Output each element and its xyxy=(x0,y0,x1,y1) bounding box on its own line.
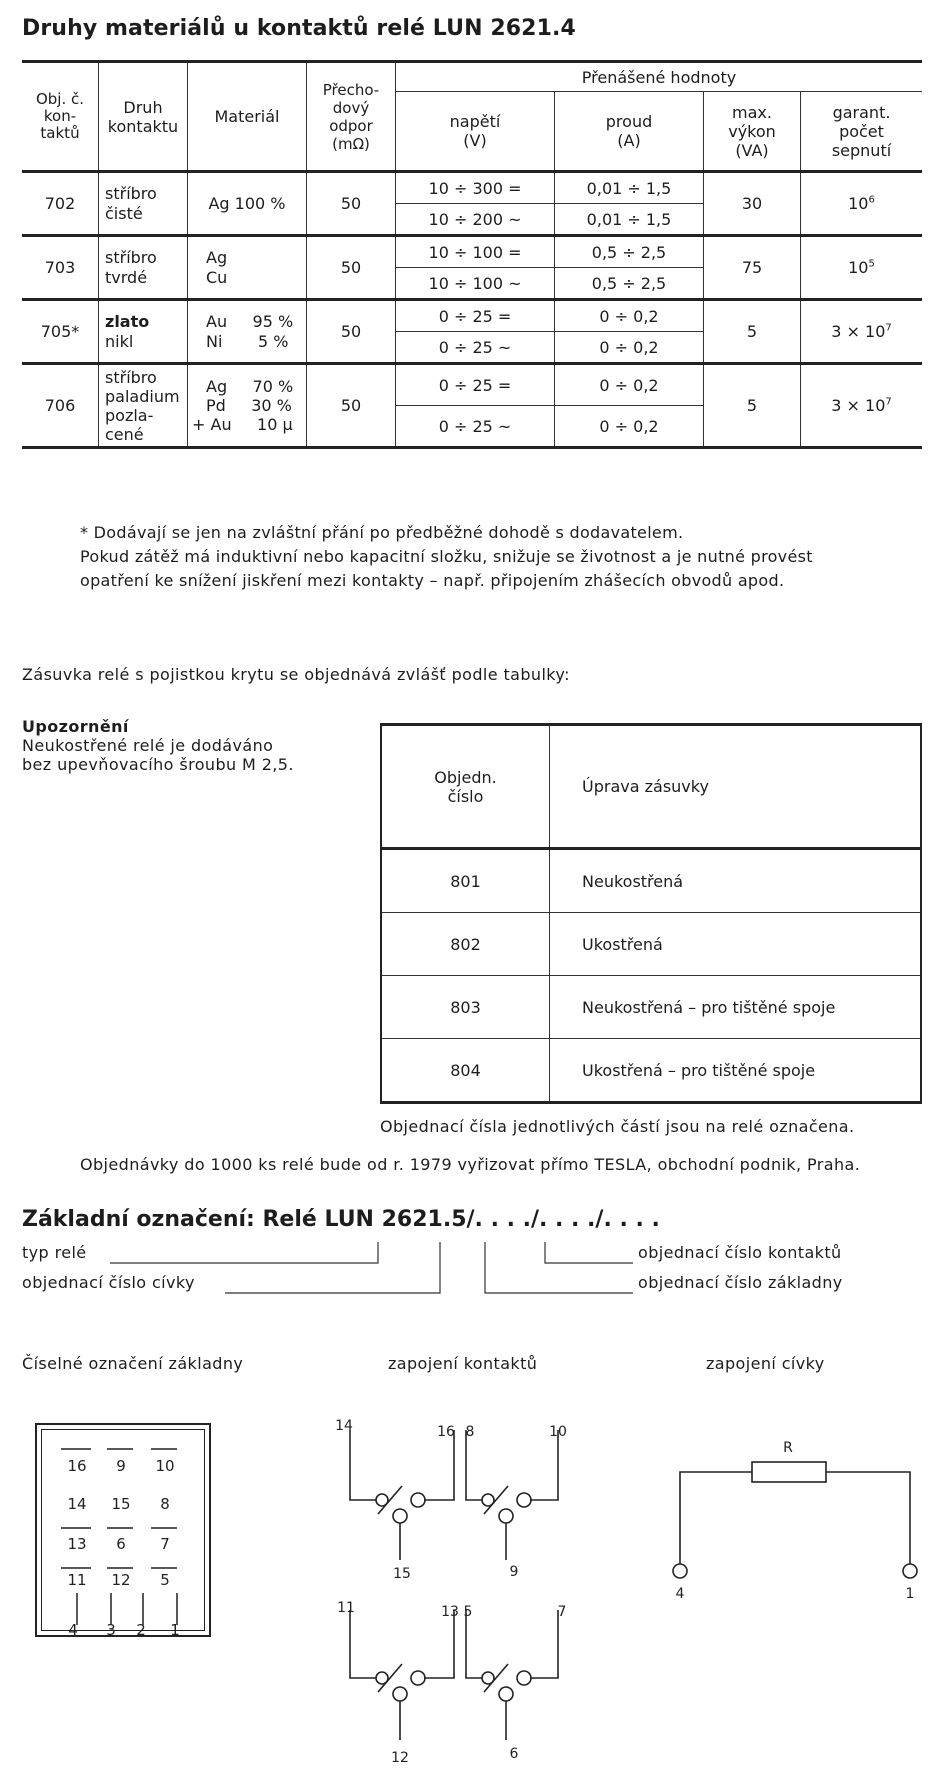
col-odpor: Přecho- dový odpor (mΩ) xyxy=(307,62,396,172)
contact-label: 8 xyxy=(465,1424,475,1440)
label-typ-rele: typ relé xyxy=(22,1243,87,1262)
label-zapojeni-civky: zapojení cívky xyxy=(706,1354,825,1373)
contact-label: 10 xyxy=(549,1424,567,1440)
base-pin-label: 13 xyxy=(67,1535,87,1553)
col-proud: proud (A) xyxy=(555,92,704,172)
base-pin-label: 2 xyxy=(136,1621,146,1635)
base-pin-label: 8 xyxy=(160,1495,170,1513)
contact-label: 9 xyxy=(509,1564,519,1580)
coil-label-right: 1 xyxy=(905,1586,915,1602)
base-pin-label: 10 xyxy=(155,1457,175,1475)
contact-label: 15 xyxy=(393,1566,411,1582)
col-prenasene: Přenášené hodnoty xyxy=(396,62,923,92)
contact-label: 14 xyxy=(335,1418,353,1434)
coil-label-left: 4 xyxy=(675,1586,685,1602)
table-row: 705* zlato nikl Au 95 % Ni 5 % 50 0 ÷ 25 = 0 ÷ 0,2 5 $3 \times 10^7$ xyxy=(22,300,922,332)
contact-label: 13 xyxy=(441,1604,459,1620)
coil-label-r: R xyxy=(783,1440,793,1456)
base-pin-label: 6 xyxy=(116,1535,126,1553)
label-ciselne: Číselné označení základny xyxy=(22,1354,244,1373)
contact-materials-table: Obj. č. kon- taktů Druh kontaktu Materiál Přecho- dový odpor (mΩ) Přenášené hodnoty napětí (V) proud (A) max. výkon (VA) garant. počet sepnutí 702 stříbro čisté Ag 100 % 50 10 ÷ 300 = 0,01 ÷ 1,5 30 $10^6$ 10 ÷ 200 ~ 0,01 ÷ 1,5 703 stříbro tvrdé Ag Cu 50 10 ÷ 100 = 0,5 ÷ 2,5 75 $10^5$ 10 ÷ 100 ~ 0,5 ÷ 2,5 705* zlato nikl Au 95 % Ni 5 % 50 0 ÷ 25 = 0 ÷ 0,2 5 $3 \times 10^7$ 0 ÷ 25 ~ 0 ÷ 0,2 706 stříbro paladium pozla- cené Ag 70 % Pd 30 % + Au 10 μ 50 0 ÷ 25 = 0 ÷ 0,2 5 $3 \times 10^7$ 0 ÷ 25 ~ 0 ÷ 0,2 xyxy=(22,60,922,449)
resistor-symbol xyxy=(752,1462,826,1482)
order-note-2: Objednávky do 1000 ks relé bude od r. 1979 vyřizovat přímo TESLA, obchodní podnik, Praha. xyxy=(80,1155,861,1174)
label-cislo-civky: objednací číslo cívky xyxy=(22,1273,195,1292)
label-zapojeni-kontaktu: zapojení kontaktů xyxy=(388,1354,538,1373)
coil-diagram xyxy=(660,1420,940,1620)
base-pin-label: 16 xyxy=(67,1457,87,1475)
page-title: Druhy materiálů u kontaktů relé LUN 2621.4 xyxy=(22,16,576,41)
table-row: 703 stříbro tvrdé Ag Cu 50 10 ÷ 100 = 0,5 ÷ 2,5 75 $10^5$ xyxy=(22,236,922,268)
base-pin-label: 15 xyxy=(111,1495,131,1513)
zasuvka-text: Zásuvka relé s pojistkou krytu se objednává zvlášť podle tabulky: xyxy=(22,665,570,684)
label-cislo-zakladny: objednací číslo základny xyxy=(638,1273,843,1292)
base-pin-label: 14 xyxy=(67,1495,87,1513)
note-asterisk: * Dodávají se jen na zvláštní přání po předběžné dohodě s dodavatelem. xyxy=(80,523,684,542)
col-material: Materiál xyxy=(188,62,307,172)
table-row: 801 Neukostřená xyxy=(381,849,921,913)
contacts-diagram xyxy=(330,1410,590,1770)
upozorneni-block: Upozornění Neukostřené relé je dodáváno bez upevňovacího šroubu M 2,5. xyxy=(22,717,294,774)
contact-label: 16 xyxy=(437,1424,455,1440)
col-obj: Obj. č. kon- taktů xyxy=(22,62,99,172)
base-diagram xyxy=(35,1423,211,1637)
contact-label: 6 xyxy=(509,1746,519,1762)
col-druh: Druh kontaktu xyxy=(99,62,188,172)
table-row: 804 Ukostřená – pro tištěné spoje xyxy=(381,1039,921,1103)
note-line-1: Pokud zátěž má induktivní nebo kapacitní složku, snižuje se životnost a je nutné provést xyxy=(80,547,813,566)
note-line-2: opatření ke snížení jiskření mezi kontakty – např. připojením zhášecích obvodů apod. xyxy=(80,571,785,590)
upozorneni-title: Upozornění xyxy=(22,717,129,736)
order-note: Objednací čísla jednotlivých částí jsou na relé označena. xyxy=(380,1117,855,1136)
contact-label: 7 xyxy=(557,1604,567,1620)
contact-label: 11 xyxy=(337,1600,355,1616)
designation-leader-lines xyxy=(0,1230,949,1300)
contact-label: 12 xyxy=(391,1750,409,1766)
base-pin-label: 1 xyxy=(170,1621,180,1635)
table-row: 802 Ukostřená xyxy=(381,913,921,976)
zakladni-title: Základní označení: Relé LUN 2621.5/. . . ./. . . ./. . . . xyxy=(22,1207,660,1232)
table-row: 803 Neukostřená – pro tištěné spoje xyxy=(381,976,921,1039)
base-pin-label: 9 xyxy=(116,1457,126,1475)
base-pin-label: 3 xyxy=(106,1621,116,1635)
base-pin-label: 4 xyxy=(68,1621,78,1635)
base-pin-label: 5 xyxy=(160,1571,170,1589)
base-pin-label: 11 xyxy=(67,1571,87,1589)
socket-table: Objedn. číslo Úprava zásuvky 801 Neukostřená 802 Ukostřená 803 Neukostřená – pro tištěné spoje 804 Ukostřená – pro tištěné spoje xyxy=(380,723,922,1104)
base-pin-label: 12 xyxy=(111,1571,131,1589)
table-row: 706 stříbro paladium pozla- cené Ag 70 % Pd 30 % + Au 10 μ 50 0 ÷ 25 = 0 ÷ 0,2 5 $3 \times 10^7$ xyxy=(22,364,922,406)
label-cislo-kontaktu: objednací číslo kontaktů xyxy=(638,1243,842,1262)
col-pocet: garant. počet sepnutí xyxy=(801,92,923,172)
contact-label: 5 xyxy=(463,1604,473,1620)
col-napeti: napětí (V) xyxy=(396,92,555,172)
col-vykon: max. výkon (VA) xyxy=(704,92,801,172)
table-row: 702 stříbro čisté Ag 100 % 50 10 ÷ 300 = 0,01 ÷ 1,5 30 $10^6$ xyxy=(22,172,922,204)
base-pin-label: 7 xyxy=(160,1535,170,1553)
